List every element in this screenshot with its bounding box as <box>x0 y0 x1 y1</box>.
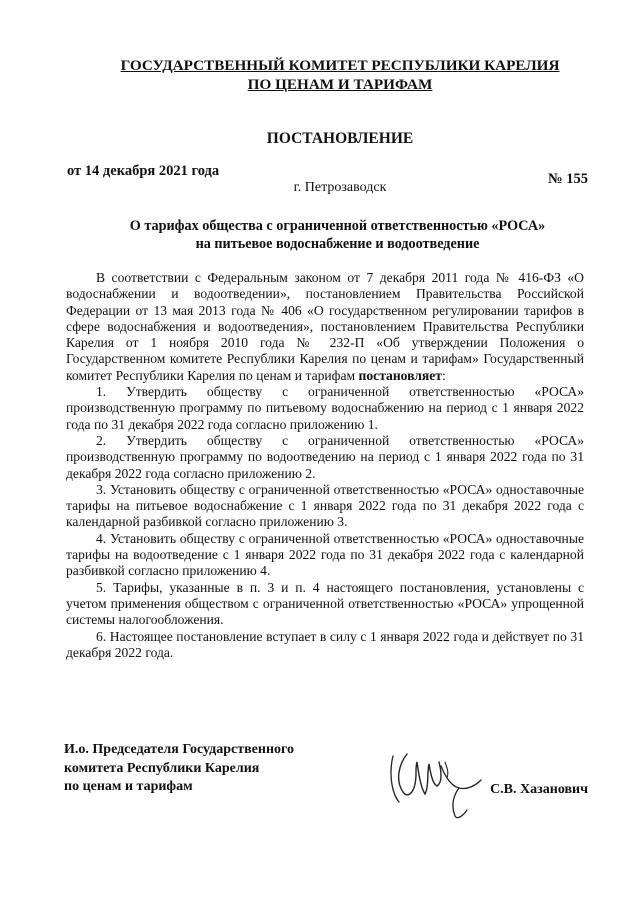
document-date: от 14 декабря 2021 года <box>67 163 220 179</box>
document-number: № 155 <box>548 171 588 187</box>
signatory-position <box>64 741 294 797</box>
preamble-colon: : <box>441 367 446 383</box>
organization-header <box>60 56 620 94</box>
clause-item-6: 6. Настоящее постановление вступает в силу с 1 января 2022 года и действует по 31 декабря 2022 года. <box>66 628 584 660</box>
title-line2: на питьевое водоснабжение и водоотведение <box>195 236 480 252</box>
clause-item-2: 2. Утвердить обществу с ограниченной ответственностью «РОСА» производственную программу по водоотведению на период с 1 января 2022 года по 31 декабря 2022 года согласно приложению 2. <box>66 432 584 481</box>
signatory-position-line2: комитета Республики Карелия <box>64 760 260 776</box>
signatory-position-line1: И.о. Председателя Государственного <box>64 742 295 757</box>
title-line1: О тарифах общества с ограниченной ответственностью «РОСА» <box>129 218 546 234</box>
preamble-decision-word: постановляет <box>358 367 442 383</box>
organization-name-line1: ГОСУДАРСТВЕННЫЙ КОМИТЕТ РЕСПУБЛИКИ КАРЕЛИЯ <box>120 57 560 74</box>
document-title <box>60 217 615 253</box>
document-body <box>66 270 584 661</box>
clause-item-5: 5. Тарифы, указанные в п. 3 и п. 4 настоящего постановления, установлены с учетом применения обществом с ограниченной ответственностью «РОСА» упрощенной системы налогообложения. <box>66 579 584 628</box>
document-city: г. Петрозаводск <box>293 180 387 195</box>
signatory-position-line3: по ценам и тарифам <box>64 779 193 794</box>
organization-name-line2: ПО ЦЕНАМ И ТАРИФАМ <box>247 76 433 93</box>
document-type: ПОСТАНОВЛЕНИЕ <box>266 130 414 147</box>
clause-item-4: 4. Установить обществу с ограниченной ответственностью «РОСА» одноставочные тарифы на водоотведение с 1 января 2022 года по 31 декабря 2022 года с календарной разбивкой согласно приложению 4. <box>66 530 584 579</box>
handwritten-signature <box>385 736 485 820</box>
clause-item-3: 3. Установить обществу с ограниченной ответственностью «РОСА» одноставочные тарифы на питьевое водоснабжение с 1 января 2022 года по 31 декабря 2022 года с календарной разбивкой согласно приложению 3. <box>66 481 584 530</box>
preamble-text: В соответствии с Федеральным законом от 7 декабря 2011 года № 416-ФЗ «О водоснабжении и водоотведении», постановлением Правительства Российской Федерации от 13 мая 2013 года № 406 «О государственном регулировании тарифов в сфере водоснабжения и водоотведения», постановлением Правительства Республики Карелия от 1 ноября 2010 года № 232-П «Об утверждении Положения о Государственном комитете Республики Карелия по ценам и тарифам» Государственный комитет Республики Карелия по ценам и тарифам <box>66 270 584 383</box>
signatory-name: С.В. Хазанович <box>490 782 588 797</box>
clause-item-1: 1. Утвердить обществу с ограниченной ответственностью «РОСА» производственную программу по питьевому водоснабжению на период с 1 января 2022 года по 31 декабря 2022 года согласно приложению 1. <box>66 384 584 432</box>
preamble-paragraph <box>66 270 584 384</box>
